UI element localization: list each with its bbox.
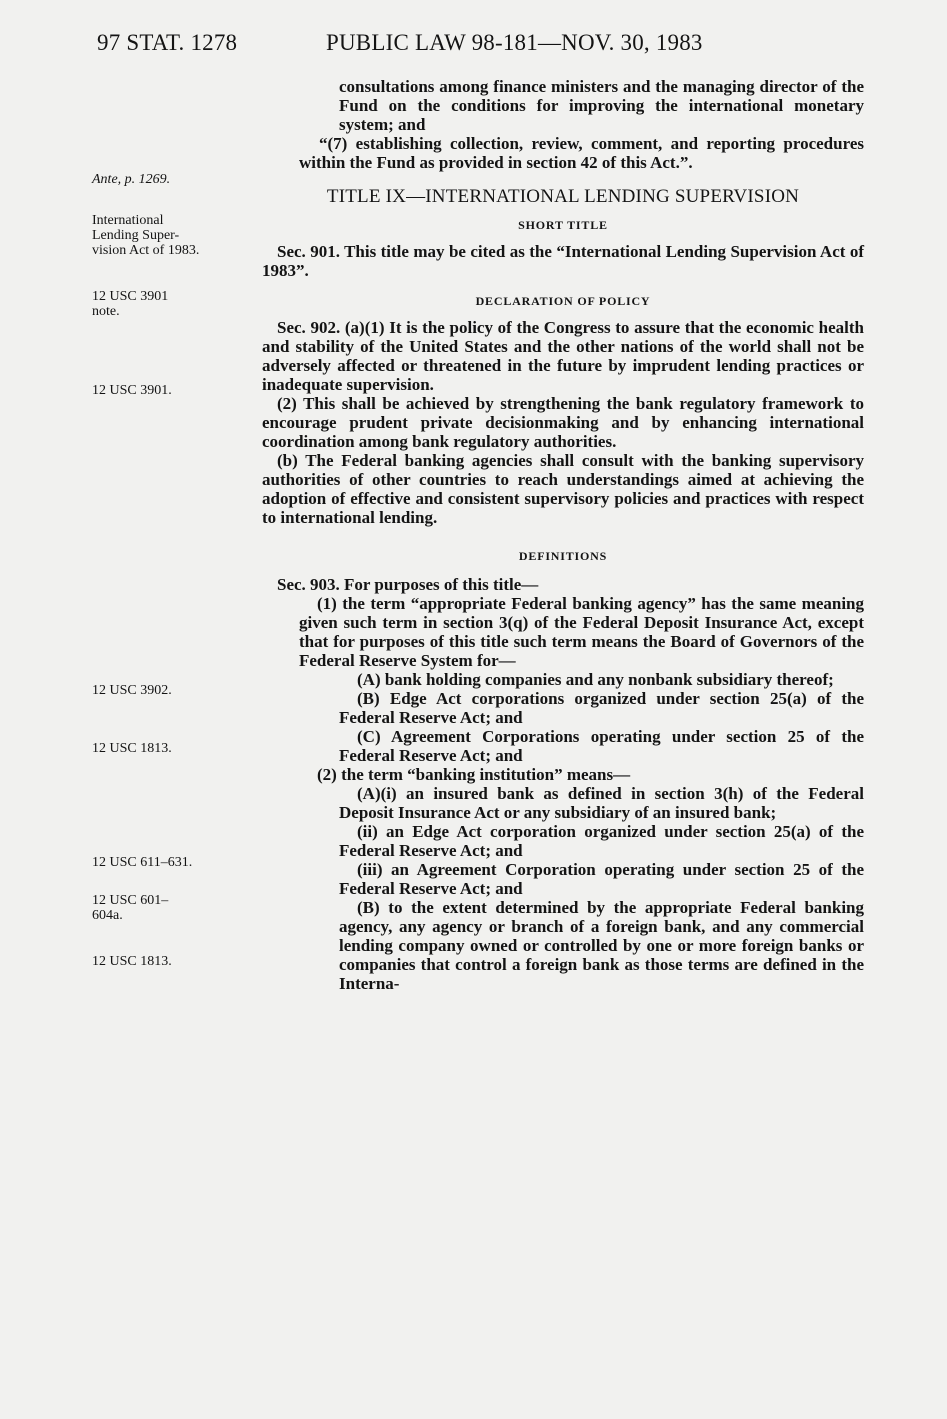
margin-note-usc-1813: 12 USC 1813. xyxy=(92,741,172,756)
definition-1-c: (C) Agreement Corporations operating under section 25 of the Federal Reserve Act; and xyxy=(339,727,864,765)
margin-note-usc-3902: 12 USC 3902. xyxy=(92,683,172,698)
section-902-a: Sec. 902. (a)(1) It is the policy of the Congress to assure that the economic health and stability of the United States and the other nations of the world shall not be adversely affected or threatened in the future by imprudent lending practices or inadequate supervision. xyxy=(262,318,864,394)
definition-1-a: (A) bank holding companies and any nonbank subsidiary thereof; xyxy=(357,670,834,689)
margin-note-ante: Ante, p. 1269. xyxy=(92,172,171,187)
section-903: Sec. 903. For purposes of this title— xyxy=(277,575,539,594)
paragraph-7: “(7) establishing collection, review, comment, and reporting procedures within the Fund as provided in section 42 of this Act.”. xyxy=(299,134,864,172)
policy-heading: DECLARATION OF POLICY xyxy=(475,294,651,308)
margin-note-usc-3901: 12 USC 3901. xyxy=(92,383,172,398)
definition-1-b: (B) Edge Act corporations organized under section 25(a) of the Federal Reserve Act; and xyxy=(339,689,864,727)
section-902-a-2: (2) This shall be achieved by strengthening the bank regulatory framework to encourage prudent private decisionmaking and by enhancing international coordination among bank regulatory authorities. xyxy=(262,394,864,451)
definition-1: (1) the term “appropriate Federal banking agency” has the same meaning given such term in section 3(q) of the Federal Deposit Insurance Act, except that for purposes of this title such term means the Board of Governors of the Federal Reserve System for— xyxy=(299,594,864,670)
title-ix-heading: TITLE IX—INTERNATIONAL LENDING SUPERVISION xyxy=(326,186,800,207)
section-902-b: (b) The Federal banking agencies shall consult with the banking supervisory authorities of other countries to reach understandings aimed at achieving the adoption of effective and consistent supervisory policies and practices with respect to international lending. xyxy=(262,451,864,527)
margin-note-usc-601-604a: 12 USC 601–604a. xyxy=(92,893,169,923)
statute-text xyxy=(262,77,864,993)
margin-note-usc-1813-b: 12 USC 1813. xyxy=(92,954,172,969)
definition-2-a-iii: (iii) an Agreement Corporation operating under section 25 of the Federal Reserve Act; and xyxy=(339,860,864,898)
stat-citation: 97 STAT. 1278 xyxy=(97,30,238,55)
margin-note-short-title: International Lending Super- vision Act of 1983. xyxy=(92,213,200,258)
page-header: PUBLIC LAW 98-181—NOV. 30, 1983 xyxy=(326,30,703,55)
definitions-heading: DEFINITIONS xyxy=(518,549,608,563)
short-title-heading: SHORT TITLE xyxy=(518,218,608,232)
margin-note-usc-611-631: 12 USC 611–631. xyxy=(92,855,193,870)
definition-2: (2) the term “banking institution” means— xyxy=(317,765,631,784)
paragraph-6-continued: consultations among finance ministers and the managing director of the Fund on the conditions for improving the international monetary system; and xyxy=(339,77,864,134)
definition-2-b: (B) to the extent determined by the appropriate Federal banking agency, any agency or branch of a foreign bank, and any commercial lending company owned or controlled by one or more foreign banks or companies that control a foreign bank as those terms are defined in the Interna- xyxy=(339,898,864,993)
section-901: Sec. 901. This title may be cited as the “International Lending Supervision Act of 1983”. xyxy=(262,242,864,280)
definition-2-a-ii: (ii) an Edge Act corporation organized under section 25(a) of the Federal Reserve Act; and xyxy=(339,822,864,860)
definition-2-a-i: (A)(i) an insured bank as defined in section 3(h) of the Federal Deposit Insurance Act or any subsidiary of an insured bank; xyxy=(339,784,864,822)
margin-note-usc-3901-note: 12 USC 3901 note. xyxy=(92,289,169,319)
